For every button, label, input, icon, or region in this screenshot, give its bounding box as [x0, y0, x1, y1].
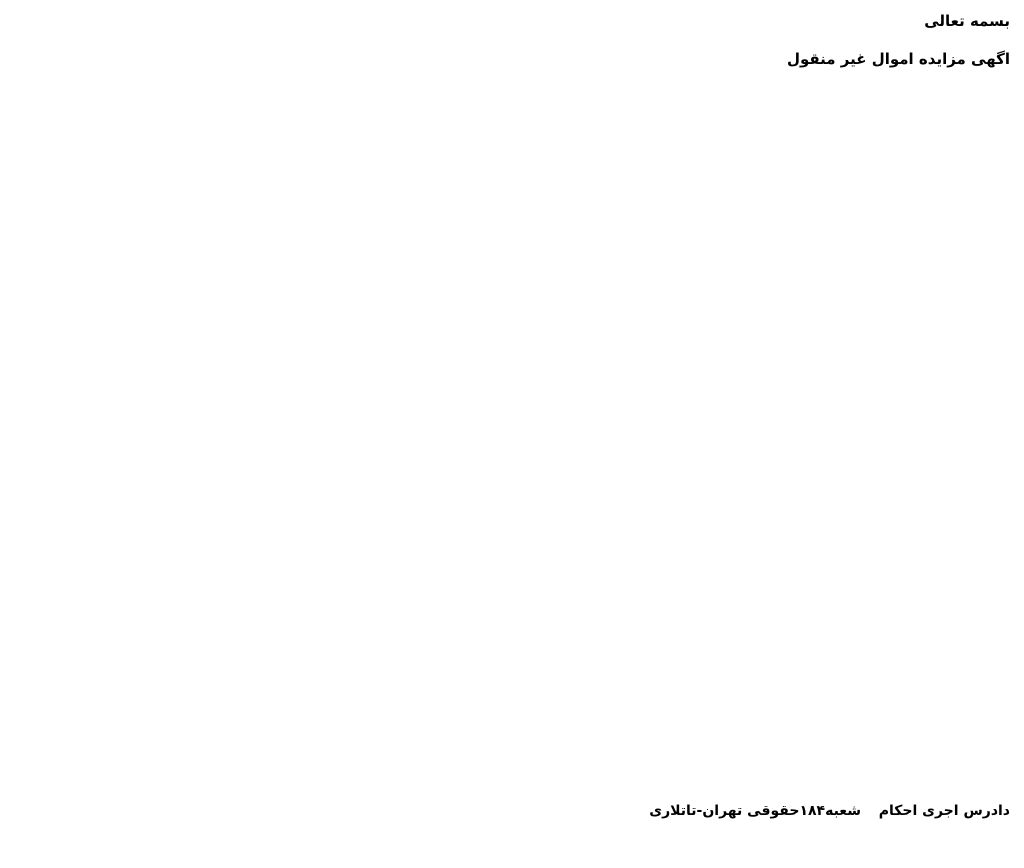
signature-office: شعبه۱۸۴حقوقی تهران-تاتلاری — [649, 802, 861, 819]
notice-heading: بسمه تعالی — [924, 12, 1010, 30]
notice-title: اگهی مزایده اموال غیر منقول — [786, 50, 1010, 68]
signature-role: دادرس اجری احکام — [878, 802, 1010, 819]
notice-body — [14, 80, 1010, 780]
signature-line — [14, 802, 1010, 820]
